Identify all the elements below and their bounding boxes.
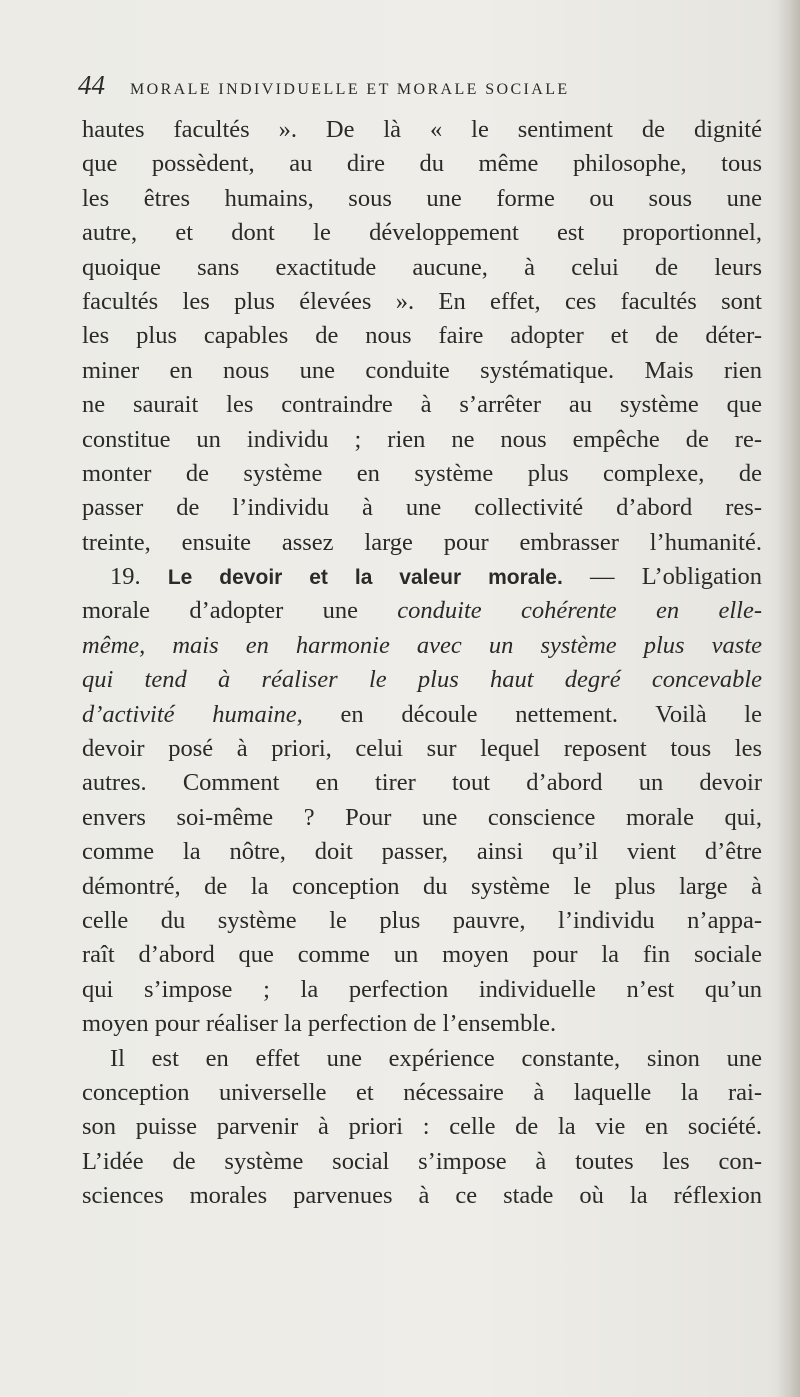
page-edge-shadow [778,0,800,1397]
text-line [82,594,762,628]
page-body [82,113,762,1214]
text-line: devoir posé à priori, celui sur lequel reposent tous les [82,735,762,763]
text-line: monter de système en système plus complexe, de [82,459,762,487]
text-line: facultés les plus élevées ». En effet, ces facultés sont [82,287,762,315]
text-line: que possèdent, au dire du même philosophe, tous [82,150,762,178]
text-line: son puisse parvenir à priori : celle de la vie en société. [82,1113,762,1141]
text-line: autres. Comment en tirer tout d’abord un devoir [82,769,762,797]
text-line: qui s’impose ; la perfection individuelle n’est qu’un [82,975,762,1003]
text-line: treinte, ensuite assez large pour embrasser l’humanité. [82,528,762,556]
text-line: autre, et dont le développement est proportionnel, [82,219,762,247]
text-line [82,629,762,663]
text-line: hautes facultés ». De là « le sentiment de dignité [82,116,762,143]
text-line: les plus capables de nous faire adopter et de déter- [82,322,762,350]
text-run: morale d’adopter une [82,597,398,625]
text-line: envers soi-même ? Pour une conscience morale qui, [82,803,762,831]
text-line: celle du système le plus pauvre, l’individu n’appa- [82,906,762,934]
section-number: 19. [110,563,141,591]
italic-text-run: d’activité humaine, [82,700,303,728]
page-number: 44 [78,70,105,100]
text-line: conception universelle et nécessaire à laquelle la rai- [82,1078,762,1106]
text-line: constitue un individu ; rien ne nous empêche de re- [82,425,762,453]
section-lead-text: — L’obligation [562,563,763,591]
text-line: démontré, de la conception du système le plus large à [82,872,762,900]
text-line: quoique sans exactitude aucune, à celui de leurs [82,253,762,281]
text-line: ne saurait les contraindre à s’arrêter au système que [82,391,762,419]
text-line: raît d’abord que comme un moyen pour la fin sociale [82,941,762,969]
text-line: passer de l’individu à une collectivité d’abord res- [82,494,762,522]
text-line: miner en nous une conduite systématique. Mais rien [82,356,762,384]
text-line: sciences morales parvenues à ce stade où la réflexion [82,1182,762,1210]
text-line: moyen pour réaliser la perfection de l’ensemble. [82,1010,557,1038]
section-heading-line [82,560,762,594]
text-line [82,663,762,697]
italic-text-run: conduite cohérente en elle- [397,597,762,625]
text-line [82,698,762,732]
italic-text-run: même, mais en harmonie avec un système plus vaste [82,631,762,659]
text-run: en découle nettement. Voilà le [302,700,762,728]
italic-text-run: qui tend à réaliser le plus haut degré concevable [82,666,762,694]
text-line: comme la nôtre, doit passer, ainsi qu’il vient d’être [82,838,762,866]
text-line: les êtres humains, sous une forme ou sous une [82,184,762,212]
section-title: Le devoir et la valeur morale. [167,566,563,590]
page-header [78,70,738,100]
running-head: MORALE INDIVIDUELLE ET MORALE SOCIALE [130,81,570,98]
text-line: L’idée de système social s’impose à toutes les con- [82,1147,762,1175]
text-line: Il est en effet une expérience constante, sinon une [110,1044,762,1072]
